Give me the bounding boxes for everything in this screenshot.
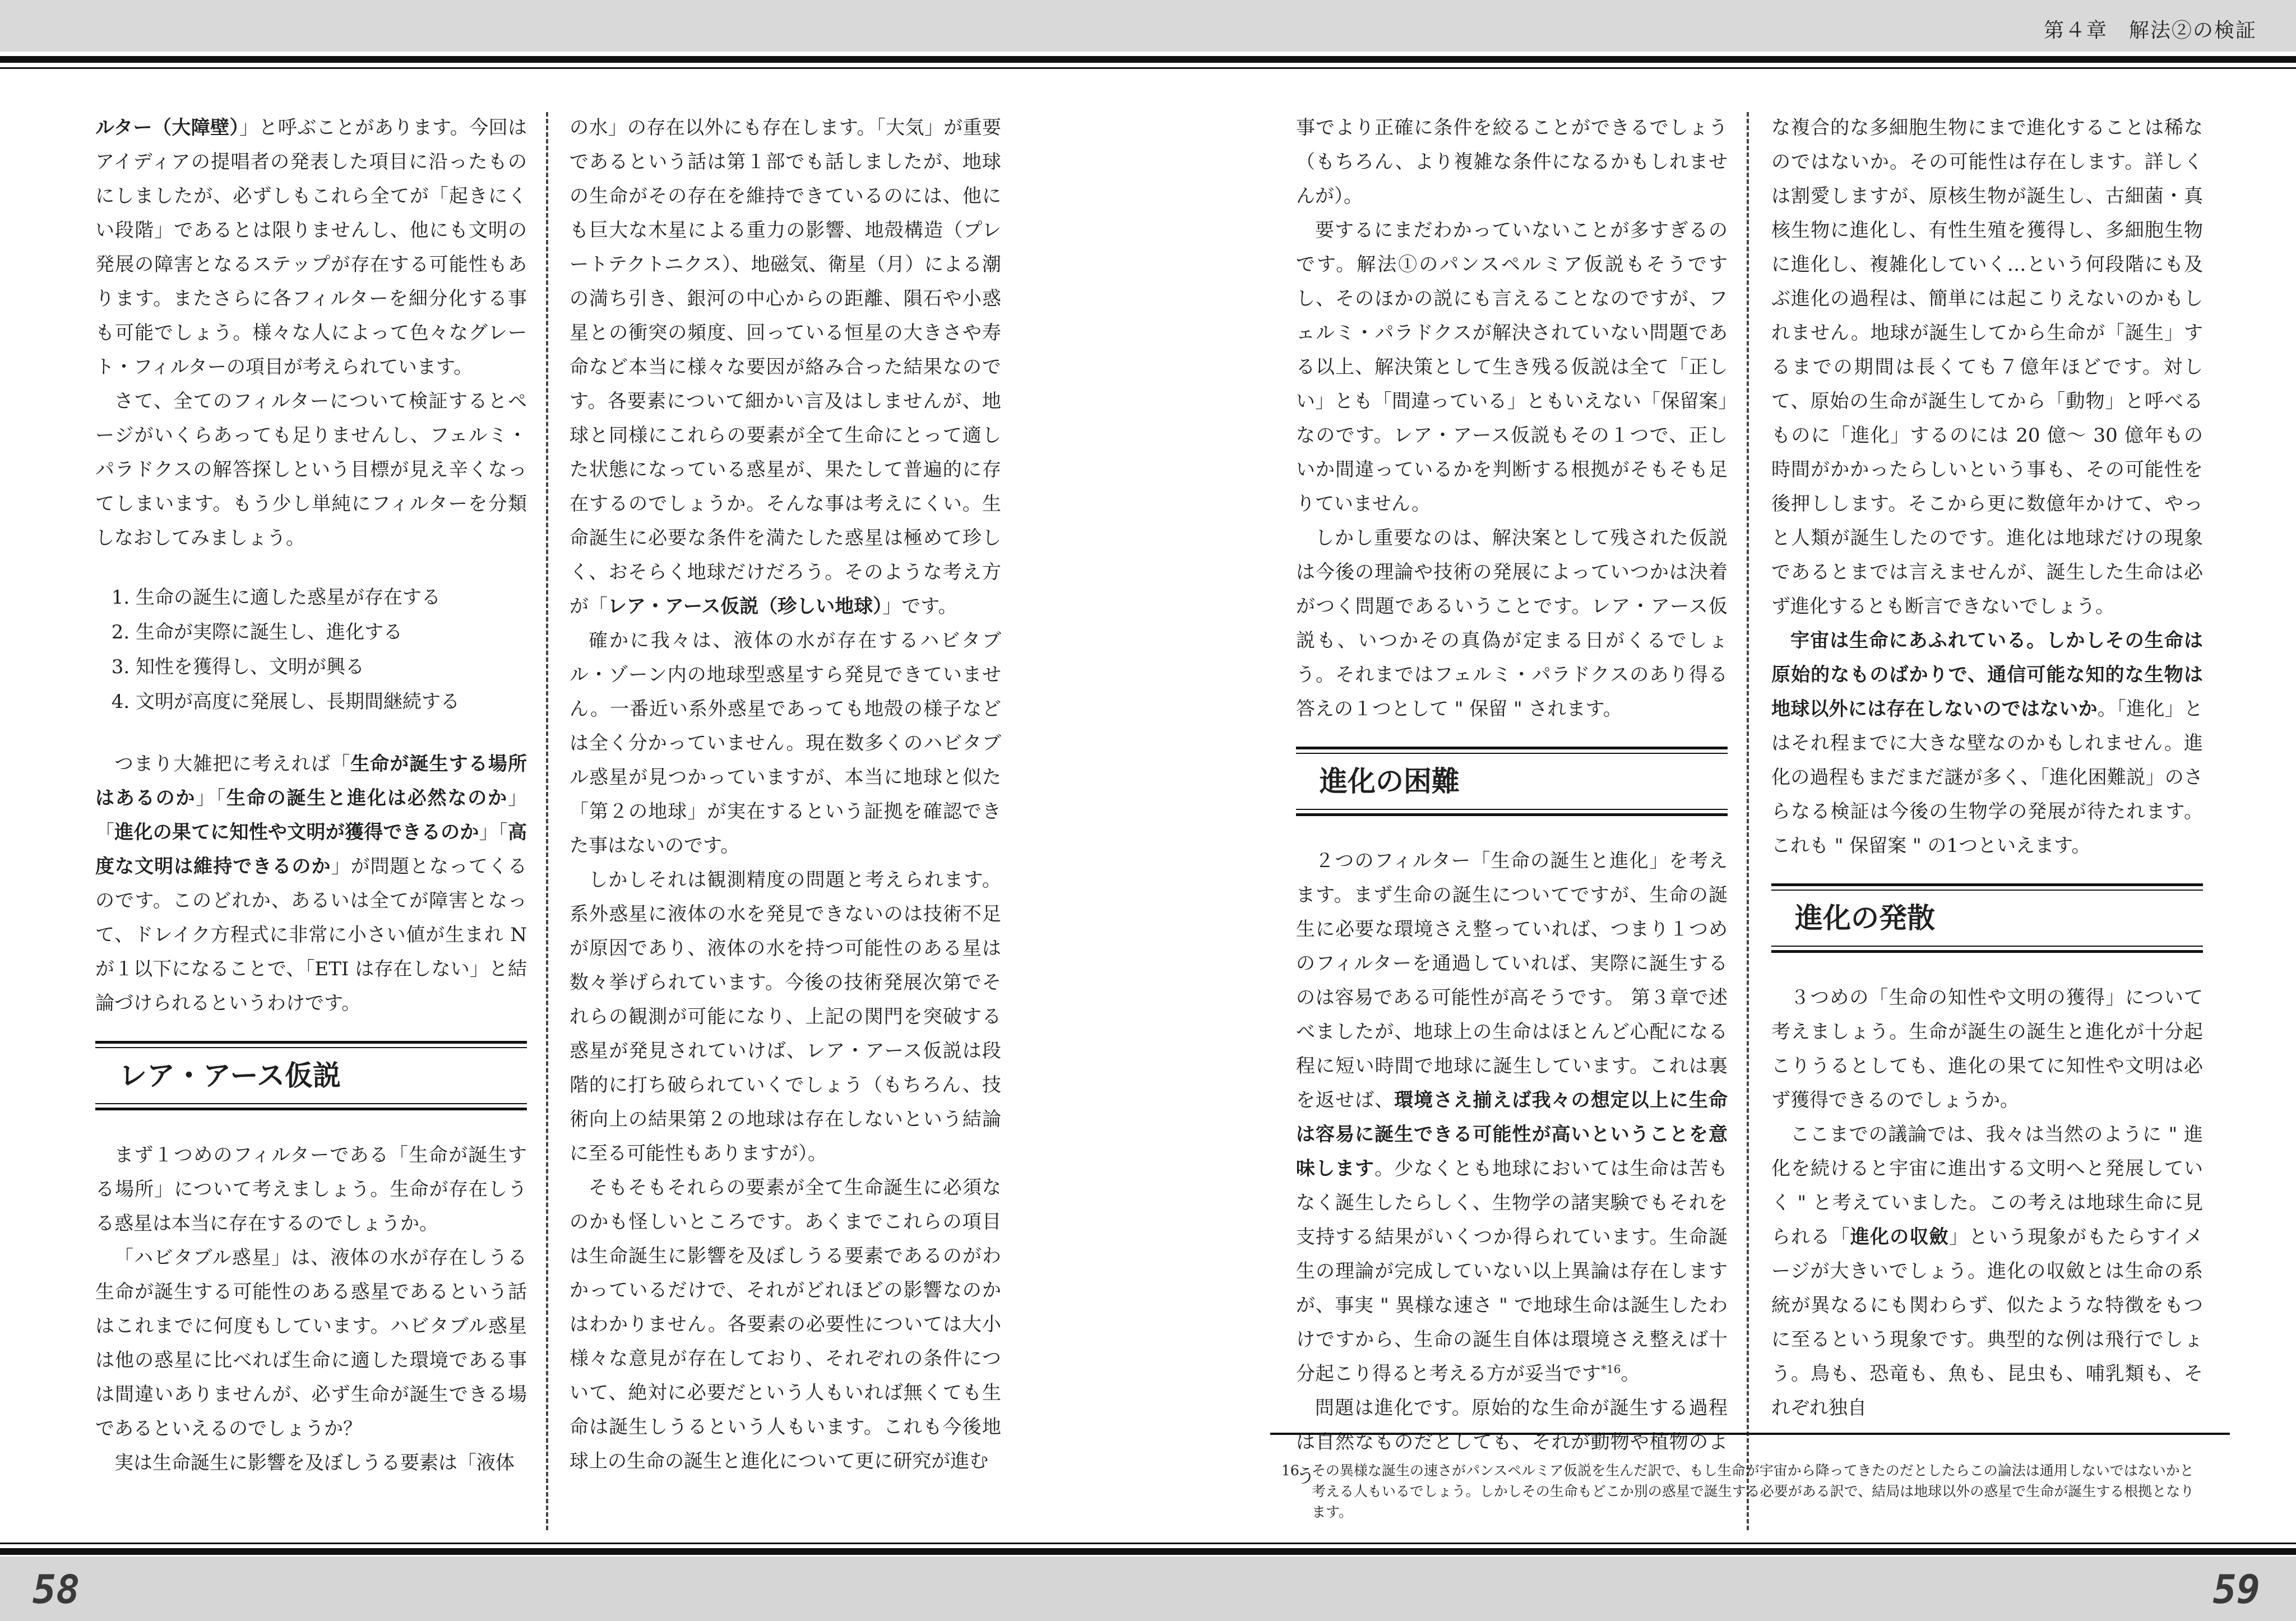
paragraph: そもそもそれらの要素が全て生命誕生に必須なのかも怪しいところです。あくまでこれらの項目は生命誕生に影響を及ぼしうる要素であるのがわかっているだけで、それがどれほどの影響なのかはわかりません。各要素の必要性については大小様々な意見が存在しており、それぞれの条件について、絶対に必要だという人もいれば無くても生命は誕生しうるという人もいます。これも今後地球上の生命の誕生と進化について更に研究が進む [570, 1177, 1001, 1472]
list-item: 3. 知性を獲得し、文明が興る [136, 650, 527, 684]
column-3 [1296, 111, 1728, 1494]
top-band [0, 0, 2296, 52]
paragraph: な複合的な多細胞生物にまで進化することは稀なのではないか。その可能性は存在します。詳しくは割愛しますが、原核生物が誕生し、古細菌・真核生物に進化し、有性生殖を獲得し、多細胞生物に進化し、複雑化していく…という何段階にも及ぶ進化の過程は、簡単には起こりえないのかもしれません。地球が誕生してから生命が「誕生」するまでの期間は長くても７億年ほどです。対して、原始の生命が誕生してから「動物」と呼べるものに「進化」するのには 20 億〜 30 億年もの時間がかかったらしいという事も、その可能性を後押しします。そこから更に数億年かけて、やっと人類が誕生したのです。進化は地球だけの現象であるとまでは言えませんが、誕生した生命は必ず進化するとも断言できないでしょう。 [1771, 117, 2203, 618]
footer-rule [0, 1548, 2296, 1555]
paragraph: ここまでの議論では、我々は当然のように " 進化を続けると宇宙に進出する文明へと発展していく " と考えていました。この考えは地球生命に見られる「進化の収斂」という現象がもたらすイメージが大きいでしょう。進化の収斂とは生命の系統が異なるにも関わらず、似たような特徴をもつに至るという現象です。典型的な例は飛行でしょう。鳥も、恐竜も、魚も、昆虫も、哺乳類も、それぞれ独自 [1771, 1123, 2203, 1419]
paragraph: 宇宙は生命にあふれている。しかしその生命は原始的なものばかりで、通信可能な知的な生物は地球以外には存在しないのではないか。「進化」とはそれ程までに大きな壁なのかもしれません。進化の過程もまだまだ謎が多く、「進化困難説」のさらなる検証は今後の生物学の発展が待たれます。これも " 保留案 " の1つといえます。 [1771, 629, 2204, 857]
paragraph: つまり大雑把に考えれば「生命が誕生する場所はあるのか」「生命の誕生と進化は必然なのか」「進化の果てに知性や文明が獲得できるのか」「高度な文明は維持できるのか」が問題となってくるのです。このどれか、あるいは全てが障害となって、ドレイク方程式に非常に小さい値が生まれ N が１以下になることで、「ETI は存在しない」と結論づけられるというわけです。 [95, 753, 527, 1015]
paragraph: しかし重要なのは、解決案として残された仮説は今後の理論や技術の発展によっていつかは決着がつく問題であるいうことです。レア・アース仮説も、いつかその真偽が定まる日がくるでしょう。それまではフェルミ・パラドクスのあり得る答えの１つとして " 保留 " されます。 [1296, 527, 1728, 720]
paragraph: 実は生命誕生に影響を及ぼしうる要素は「液体 [114, 1452, 515, 1474]
column-divider [546, 112, 548, 1530]
paragraph: しかしそれは観測精度の問題と考えられます。系外惑星に液体の水を発見できないのは技術不足が原因であり、液体の水を持つ可能性のある星は数々挙げられています。今後の技術発展次第でそれらの観測が可能になり、上記の関門を突破する惑星が発見されていけば、レア・アース仮説は段階的に打ち破られていくでしょう（もちろん、技術向上の結果第２の地球は存在しないという結論に至る可能性もありますが）。 [570, 869, 1001, 1165]
bottom-band [0, 1557, 2296, 1621]
chapter-title: 第４章 解法②の検証 [2043, 19, 2257, 42]
paragraph: まず１つめのフィルターである「生命が誕生する場所」について考えましょう。生命が存在しうる惑星は本当に存在するのでしょうか。 [95, 1144, 527, 1235]
paragraph: 問題は進化です。原始的な生命が誕生する過程は自然なものだとしても、それが動物や植物のよう [1296, 1397, 1728, 1488]
column-2 [570, 111, 1001, 1479]
paragraph: 確かに我々は、液体の水が存在するハビタブル・ゾーン内の地球型惑星すら発見できていません。一番近い系外惑星であっても地殻の様子などは全く分かっていません。現在数多くのハビタブル惑星が見つかっていますが、本当に地球と似た「第２の地球」が実在するという証拠を確認できた事はないのです。 [570, 629, 1001, 857]
header-rule-thin [0, 67, 2296, 69]
paragraph: の水」の存在以外にも存在します。「大気」が重要であるという話は第１部でも話しましたが、地球の生命がその存在を維持できているのには、他にも巨大な木星による重力の影響、地殻構造（プレートテクトニクス）、地磁気、衛星（月）による潮の満ち引き、銀河の中心からの距離、隕石や小惑星との衝突の頻度、回っている恒星の大きさや寿命など本当に様々な要因が絡み合った結果なのです。各要素について細かい言及はしませんが、地球と同様にこれらの要素が全て生命にとって適した状態になっている惑星が、果たして普遍的に存在するのでしょうか。そんな事は考えにくい。生命誕生に必要な条件を満たした惑星は極めて珍しく、おそらく地球だけだろう。そのような考え方が「レア・アース仮説（珍しい地球）」です。 [570, 117, 1001, 618]
column-1 [95, 111, 527, 1480]
list-item: 2. 生命が実際に誕生し、進化する [136, 615, 527, 650]
footnote-number: 16 [1281, 1462, 1299, 1479]
section-heading: 進化の困難 [1296, 747, 1728, 816]
footnote-text: その異様な誕生の速さがパンスペルミア仮説を生んだ訳で、もし生命が宇宙から降ってきたのだとしたらこの論法は通用しないではないかと考える人もいるでしょう。しかしその生命もどこか別の惑星で誕生する必要がある訳で、結局は地球以外の惑星で生命が誕生する根拠となります。 [1312, 1462, 2195, 1520]
column-divider [1747, 112, 1749, 1530]
list-item: 1. 生命の誕生に適した惑星が存在する [136, 580, 527, 615]
filter-list [95, 580, 527, 719]
footer-rule-thin [0, 1543, 2296, 1544]
section-heading: レア・アース仮説 [95, 1041, 527, 1110]
paragraph: 事でより正確に条件を絞ることができるでしょう（もちろん、より複雑な条件になるかもしれませんが）。 [1296, 117, 1728, 207]
paragraph: 要するにまだわかっていないことが多すぎるのです。解法①のパンスペルミア仮説もそうですし、そのほかの説にも言えることなのですが、フェルミ・パラドクスが解決されていない問題である以上、解決策として生き残る仮説は全て「正しい」とも「間違っている」ともいえない「保留案」なのです。レア・アース仮説もその１つで、正しいか間違っているかを判断する根拠がそもそも足りていません。 [1296, 219, 1728, 515]
list-item: 4. 文明が高度に発展し、長期間継続する [136, 684, 527, 719]
paragraph: さて、全てのフィルターについて検証するとページがいくらあっても足りませんし、フェルミ・パラドクスの解答探しという目標が見え辛くなってしまいます。もう少し単純にフィルターを分類しなおしてみましょう。 [95, 390, 527, 549]
page-number-right: 59 [2212, 1567, 2260, 1613]
footnote-rule [1270, 1433, 2230, 1435]
paragraph: 「ハビタブル惑星」は、液体の水が存在しうる生命が誕生する可能性のある惑星であるという話はこれまでに何度もしています。ハビタブル惑星は他の惑星に比べれば生命に適した環境である事は間違いありませんが、必ず生命が誕生できる場であるといえるのでしょうか？ [95, 1247, 527, 1440]
paragraph: ３つめの「生命の知性や文明の獲得」について考えましょう。生命が誕生の誕生と進化が十分起こりうるとしても、進化の果てに知性や文明は必ず獲得できるのでしょうか。 [1771, 987, 2203, 1111]
header-rule [0, 56, 2296, 63]
column-4 [1771, 111, 2203, 1425]
page-number-left: 58 [33, 1567, 80, 1613]
paragraph: ルター（大障壁）」と呼ぶことがあります。今回はアイディアの提唱者の発表した項目に沿ったものにしましたが、必ずしもこれら全てが「起きにくい段階」であるとは限りませんし、他にも文明の発展の障害となるステップが存在する可能性もあります。またさらに各フィルターを細分化する事も可能でしょう。様々な人によって色々なグレート・フィルターの項目が考えられています。 [95, 117, 527, 378]
paragraph: ２つのフィルター「生命の誕生と進化」を考えます。まず生命の誕生についてですが、生命の誕生に必要な環境さえ整っていれば、つまり１つめのフィルターを通過していれば、実際に誕生するのは容易である可能性が高そうです。 第３章で述べましたが、地球上の生命はほとんど心配になる程に短い時間で地球に誕生しています。これは裏を返せば、環境さえ揃えば我々の想定以上に生命は容易に誕生できる可能性が高いということを意味します。少なくとも地球においては生命は苦もなく誕生したらしく、生物学の諸実験でもそれを支持する結果がいくつか得られています。生命誕生の理論が完成していない以上異論は存在しますが、事実 " 異様な速さ " で地球生命は誕生したわけですから、生命の誕生自体は環境さえ整えば十分起こり得ると考える方が妥当です$^{*16}$。 [1296, 850, 1728, 1385]
footnote [1281, 1460, 2206, 1522]
section-heading: 進化の発散 [1771, 883, 2203, 953]
